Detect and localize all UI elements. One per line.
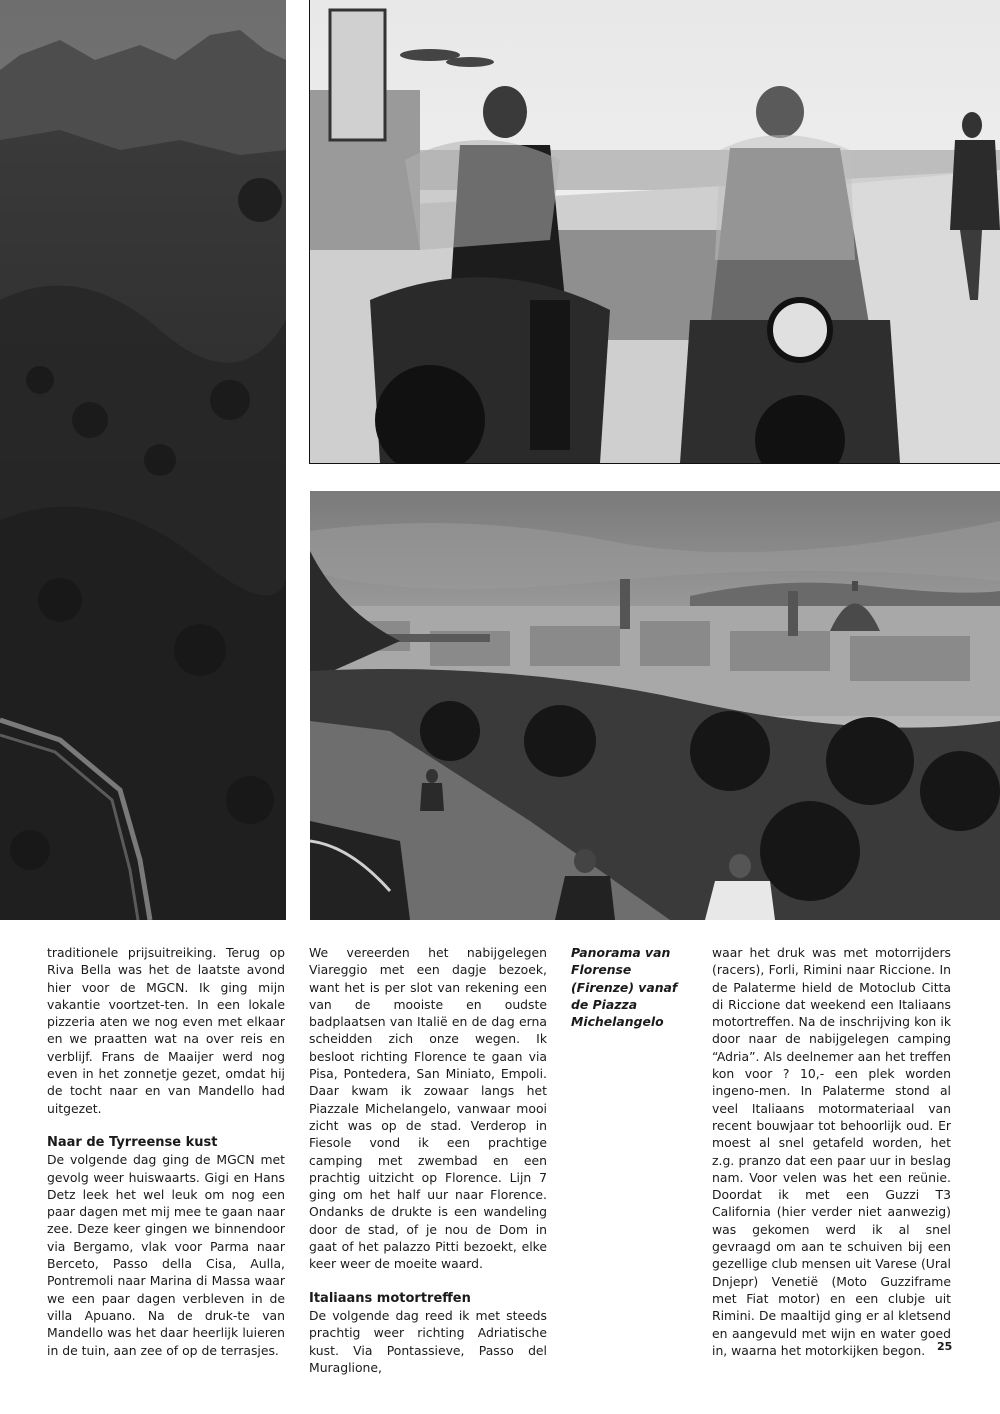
bikers-at-beach-photo <box>310 0 1000 463</box>
paragraph: De volgende dag reed ik met steeds prachtig weer richting Adriatische kust. Via Pontassieve, Passo del Muraglione, <box>309 1307 547 1375</box>
paragraph: De volgende dag ging de MGCN met gevolg weer huiswaarts. Gigi en Hans Detz leek het wel leuk om nog een paar dagen met mij mee te gaan naar zee. Deze keer gingen we binnendoor via Bergamo, vlak voor Parma naar Berceto, Passo della Cisa, Aulla, Pontremoli naar Marina di Massa waar we een paar dagen verbleven in de villa Apuano. Na de druk-te van Mandello was het daar heerlijk luieren in de tuin, aan zee of op de terrasjes. <box>47 1152 285 1358</box>
paragraph: waar het druk was met motorrijders (racers), Forli, Rimini naar Riccione. In de Palaterme hield de Motoclub Citta di Riccione dat weekend een Italiaans motortreffen. Na de inschrijving kon ik door naar de nabijgelegen camping “Adria”. Als deelnemer aan het treffen kon voor ? 10,- een plek worden ingeno-men. In Palaterme stond al veel Italiaans motormateriaal van recent bouwjaar tot behoorlijk oud. Er moest al snel getafeld worden, het z.g. pranzo dat een paar uur in beslag nam. Voor velen was het een reünie. Doordat ik met een Guzzi T3 California (hier verder niet aanwezig) was gekomen werd ik al snel gevraagd om aan te schuiven bij een gezellige club mensen uit Varese (Ural Dnjepr) Venetië (Moto Guzziframe met Fiat motor) en een clubje uit Rimini. De maaltijd ging er al kletsend en aangevuld met wijn en water goed in, waarna het motorkijken begon. <box>712 945 951 1358</box>
mountain-landscape-photo <box>0 0 286 920</box>
photo-caption: Panorama van Florense (Firenze) vanaf de Piazza Michelangelo <box>571 945 678 1030</box>
page-number: 25 <box>937 1340 953 1353</box>
paragraph: We vereerden het nabijgelegen Viareggio met een dagje bezoek, want het is per slot van rekening een van de mooiste en oudste badplaatsen van Italië en de dag erna scheidden zich onze wegen. Ik besloot richting Florence te gaan via Pisa, Pontedera, San Miniato, Empoli. Daar kwam ik zowaar langs het Piazzale Michelangelo, vanwaar mooi zicht was op de stad. Verderop in Fiesole vond ik een prachtige camping met zwembad en een prachtig uitzicht op Florence. Lijn 7 ging om het half uur naar Florence. Ondanks de drukte is een wandeling door de stad, of je nou de Dom in gaat of het palazzo Pitti bezoekt, elke keer weer de moeite waard. <box>309 945 547 1272</box>
section-heading-motortreffen: Italiaans motortreffen <box>309 1290 471 1306</box>
paragraph: traditionele prijsuitreiking. Terug op Riva Bella was het de laatste avond hier voor de MGCN. Ik ging mijn vakantie voortzet-ten. In een lokale pizzeria aten we nog even met elkaar en we praatten wat na over reis en verblijf. Frans de Maaijer werd nog even in het zonnetje gezet, omdat hij de tocht naar en van Mandello had uitgezet. <box>47 945 285 1116</box>
article-column-4 <box>712 944 951 1359</box>
article-column-2 <box>309 944 547 1376</box>
section-heading-tyrreense-kust: Naar de Tyrreense kust <box>47 1134 218 1150</box>
florence-panorama-photo <box>310 491 1000 920</box>
article-column-1 <box>47 944 285 1359</box>
caption-column <box>571 944 681 1030</box>
